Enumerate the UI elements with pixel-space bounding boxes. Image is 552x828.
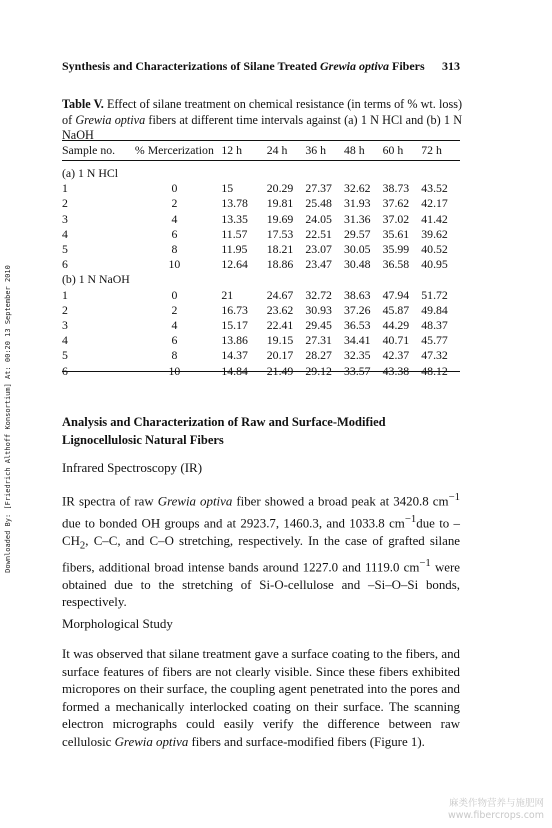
table-cell: 3 — [62, 318, 68, 333]
table-cell: 6 — [62, 257, 68, 272]
table-cell: 23.07 — [305, 242, 332, 257]
morph-paragraph: It was observed that silane treatment gave a surface coating to the fibers, and surface features of fibers are not clearly visible. Since these fibers exhibited micropores on their surface, the coupling agent penetrated into the pores and formed a mechanically interlocked coating on their surface. The scanning electron micrographs could easily verify the difference between raw cellulosic Grewia optiva fibers and surface-modified fibers (Figure 1). — [62, 647, 460, 749]
table-cell: 30.93 — [305, 302, 332, 317]
table-cell: 33.57 — [344, 363, 371, 378]
table-cell: 40.71 — [382, 333, 410, 348]
col-header-mercerization: % Mercerization — [134, 143, 214, 157]
table-row — [62, 348, 460, 363]
group-label: (b) 1 N NaOH — [62, 272, 130, 287]
table-cell: 51.72 — [421, 287, 448, 302]
table-body — [62, 166, 460, 379]
table-cell: 35.99 — [382, 242, 410, 257]
table-row — [62, 257, 460, 272]
morph-subheading: Morphological Study — [62, 616, 173, 631]
table-cell: 18.21 — [266, 242, 294, 257]
running-head — [62, 59, 460, 74]
table-cell: 19.69 — [266, 211, 294, 226]
table-cell: 32.62 — [344, 181, 371, 196]
table-cell: 49.84 — [421, 302, 448, 317]
ir-paragraph: IR spectra of raw Grewia optiva fiber showed a broad peak at 3420.8 $cm^{-1}$ due to bonded OH groups and at 2923.7, 1460.3, and 1033.8 $cm^{-1}due$ to $-CH_2$, C–C, and C–O stretching, respectively. In the case of grafted silane fibers, additional broad intense bands around 1227.0 and 1119.0 $cm^{-1}$ were obtained due to the stretching of Si-O-cellulose and –Si–O–Si bonds, respectively. — [62, 491, 461, 610]
table-cell: 36.53 — [344, 318, 371, 333]
table-cell: 29.12 — [305, 363, 332, 378]
table-cell: 5 — [62, 242, 68, 257]
table-cell: 31.36 — [344, 211, 371, 226]
table-cell: 29.57 — [344, 226, 371, 241]
table-cell: 47.94 — [382, 287, 410, 302]
table-cell: 29.45 — [305, 318, 332, 333]
table-cell: 38.63 — [344, 287, 371, 302]
table-cell: 39.62 — [421, 226, 448, 241]
table-cell: 31.93 — [344, 196, 371, 211]
table-group-row — [62, 166, 460, 181]
table-cell: 28.27 — [305, 348, 332, 363]
table-cell: 38.73 — [382, 181, 410, 196]
table-cell: 43.38 — [382, 363, 410, 378]
table-cell: 14.37 — [221, 348, 248, 363]
table-cell: 40.52 — [421, 242, 448, 257]
table-cell: 42.37 — [382, 348, 410, 363]
table-cell: 44.29 — [382, 318, 410, 333]
table-cell: 36.58 — [382, 257, 410, 272]
table-cell: 20.29 — [266, 181, 294, 196]
table-row — [62, 196, 460, 211]
table-cell: 25.48 — [305, 196, 332, 211]
table-cell: 2 — [171, 196, 178, 211]
table-cell: 1 — [62, 287, 68, 302]
group-label: (a) 1 N HCl — [62, 166, 119, 180]
table-cell: 12.64 — [221, 257, 248, 272]
table-row — [62, 227, 460, 242]
table-cell: 42.17 — [421, 196, 448, 211]
table-cell: 18.86 — [266, 257, 294, 272]
table-cell: 13.78 — [221, 196, 248, 211]
table-cell: 17.53 — [266, 226, 294, 241]
table-cell: 11.95 — [221, 242, 248, 257]
table-cell: 30.48 — [344, 257, 371, 272]
table-cell: 13.35 — [221, 211, 248, 226]
col-header-72h: 72 h — [421, 143, 442, 157]
download-watermark: Downloaded By: [Friedrich Althoff Konsortium] At: 00:20 13 September 2010 — [4, 265, 12, 573]
table-cell: 37.62 — [382, 196, 410, 211]
table-cell: 40.95 — [421, 257, 448, 272]
table-cell: 23.62 — [266, 302, 294, 317]
table-cell: 3 — [62, 211, 68, 226]
table-cell: 4 — [62, 226, 68, 241]
table-row — [62, 181, 460, 196]
table-cell: 47.32 — [421, 348, 448, 363]
table-cell: 22.51 — [305, 226, 332, 241]
table-top-rule — [62, 140, 460, 141]
ir-subheading: Infrared Spectroscopy (IR) — [62, 460, 203, 475]
table-row — [62, 288, 460, 303]
table-cell: 48.12 — [421, 363, 448, 378]
table-cell: 0 — [171, 181, 178, 196]
table-cell: 4 — [171, 318, 178, 333]
table-cell: 6 — [171, 333, 178, 348]
table-cell: 2 — [62, 196, 68, 211]
table-cell: 13.86 — [221, 333, 248, 348]
table-cell: 27.37 — [305, 181, 332, 196]
table-caption: Table V. Effect of silane treatment on chemical resistance (in terms of % wt. loss) of Grewia optiva fibers at different time intervals against (a) 1 N HCl and (b) 1 N NaOH — [62, 97, 463, 142]
table-cell: 4 — [171, 211, 178, 226]
table-row — [62, 303, 460, 318]
table-cell: 45.87 — [382, 302, 410, 317]
table-cell: 43.52 — [421, 181, 448, 196]
table-row — [62, 318, 460, 333]
table-cell: 21.49 — [266, 363, 294, 378]
table-cell: 45.77 — [421, 333, 448, 348]
table-cell: 19.15 — [266, 333, 294, 348]
table-header-row — [62, 142, 460, 159]
section-heading: Analysis and Characterization of Raw and Surface-Modified Lignocellulosic Natural Fibers — [62, 415, 386, 447]
table-cell: 6 — [62, 363, 68, 378]
table-cell: 21 — [221, 287, 234, 302]
table-cell: 24.05 — [305, 211, 332, 226]
table-cell: 19.81 — [266, 196, 294, 211]
table-cell: 32.35 — [344, 348, 371, 363]
running-title: Synthesis and Characterizations of Silane Treated Grewia optiva Fibers — [62, 59, 425, 73]
table-cell: 14.84 — [221, 363, 248, 378]
table-row — [62, 242, 460, 257]
col-header-48h: 48 h — [344, 143, 365, 157]
table-cell: 23.47 — [305, 257, 332, 272]
table-cell: 2 — [62, 302, 68, 317]
table-cell: 8 — [171, 242, 178, 257]
table-cell: 0 — [171, 287, 178, 302]
table-row — [62, 364, 460, 379]
table-cell: 37.26 — [344, 302, 371, 317]
table-cell: 34.41 — [344, 333, 371, 348]
table-cell: 24.67 — [266, 287, 294, 302]
table-cell: 41.42 — [421, 211, 448, 226]
table-cell: 11.57 — [221, 226, 248, 241]
table-cell: 15 — [221, 181, 234, 196]
col-header-60h: 60 h — [382, 143, 404, 157]
table-row — [62, 333, 460, 348]
table-cell: 37.02 — [382, 211, 410, 226]
table-cell: 8 — [171, 348, 178, 363]
table-cell: 16.73 — [221, 302, 248, 317]
table-cell: 5 — [62, 348, 68, 363]
table-cell: 32.72 — [305, 287, 332, 302]
table-cell: 22.41 — [266, 318, 294, 333]
table-cell: 15.17 — [221, 318, 248, 333]
table-cell: 20.17 — [266, 348, 294, 363]
table-cell: 2 — [171, 302, 178, 317]
table-cell: 10 — [168, 363, 181, 378]
table-group-row — [62, 272, 460, 287]
table-cell: 6 — [171, 226, 178, 241]
table-cell: 35.61 — [382, 226, 410, 241]
col-header-24h: 24 h — [266, 143, 288, 157]
col-header-12h: 12 h — [221, 143, 242, 157]
table-cell: 1 — [62, 181, 68, 196]
table-cell: 4 — [62, 333, 68, 348]
table-cell: 30.05 — [344, 242, 371, 257]
table-cell: 27.31 — [305, 333, 332, 348]
table-cell: 48.37 — [421, 318, 448, 333]
site-watermark: 麻类作物营养与施肥网 www.fibercrops.com — [447, 798, 544, 821]
table-row — [62, 212, 460, 227]
col-header-36h: 36 h — [305, 143, 327, 157]
page-number: 313 — [442, 59, 460, 73]
table-cell: 10 — [168, 257, 181, 272]
chemical-resistance-table — [62, 142, 460, 379]
col-header-sample: Sample no. — [62, 143, 116, 157]
